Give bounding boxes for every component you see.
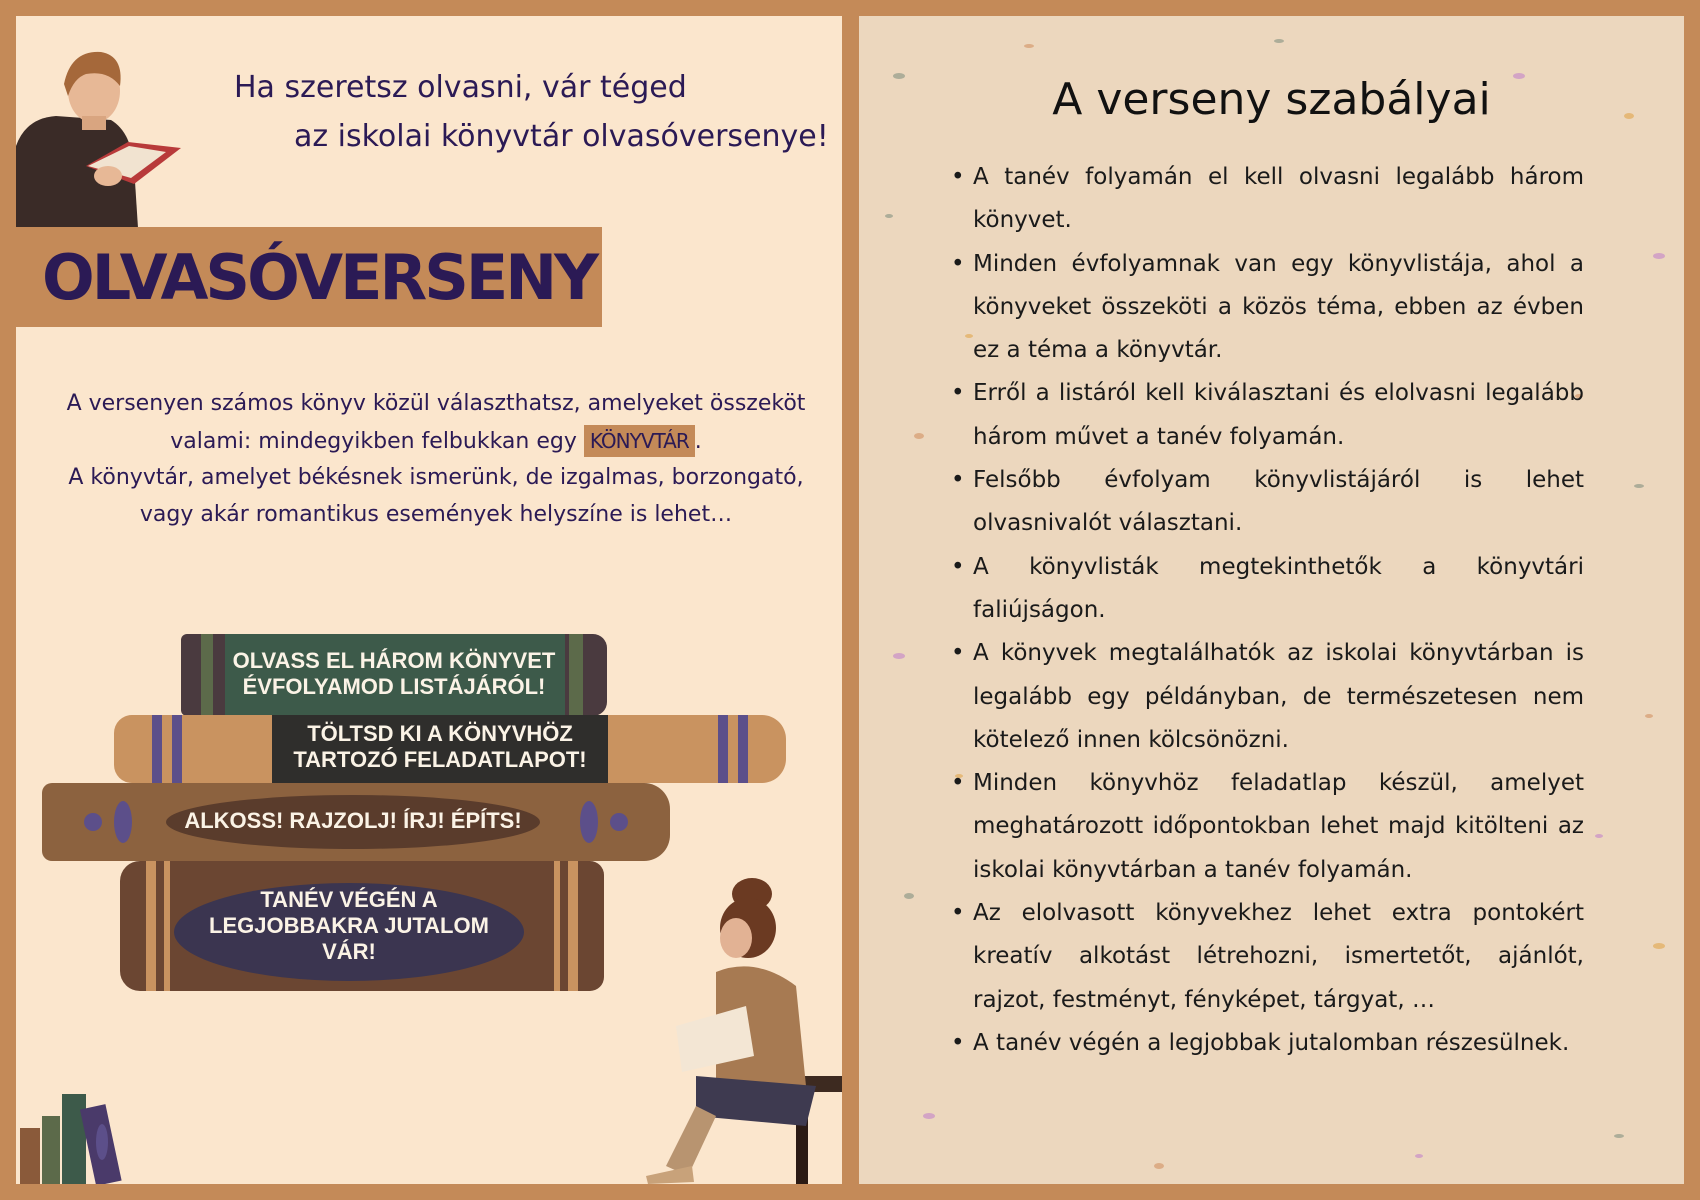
book-1	[181, 634, 607, 716]
rule-item: • Minden évfolyamnak van egy könyvlistája, ahol a könyveket összeköti a közös téma, ebben az évben ez a téma a könyvtár.	[951, 243, 1584, 373]
subtitle-line-2: az iskolai könyvtár olvasóversenye!	[294, 119, 829, 154]
reading-boy-illustration	[16, 36, 191, 228]
book-3	[42, 783, 670, 861]
intro-paragraph	[66, 386, 806, 533]
rules-list	[951, 156, 1584, 1065]
right-panel	[859, 16, 1684, 1184]
left-panel	[16, 16, 842, 1184]
rule-item: • A tanév végén a legjobbak jutalomban részesülnek.	[951, 1022, 1584, 1065]
page-title: OLVASÓVERSENY	[42, 241, 596, 314]
reading-girl-illustration	[636, 876, 842, 1184]
small-books-illustration	[16, 1076, 156, 1184]
rule-item: • Minden könyvhöz feladatlap készül, amelyet meghatározott időpontokban lehet majd kitölteni az iskolai könyvtárban a tanév folyamán.	[951, 762, 1584, 892]
book-2	[114, 715, 786, 783]
book-4	[120, 861, 604, 991]
intro-text-2: .	[694, 428, 702, 454]
library-tag: KÖNYVTÁR	[584, 425, 695, 457]
book-2-label: TÖLTSD KI A KÖNYVHÖZ TARTOZÓ FELADATLAPOT!	[293, 721, 587, 772]
book-3-label: ALKOSS! RAJZOLJ! ÍRJ! ÉPÍTS!	[184, 808, 522, 833]
intro-text-3: A könyvtár, amelyet békésnek ismerünk, de izgalmas, borzongató, vagy akár romantikus események helyszíne is lehet…	[68, 465, 804, 527]
rule-item: • Erről a listáról kell kiválasztani és elolvasni legalább három művet a tanév folyamán.	[951, 372, 1584, 459]
rule-item: • A könyvlisták megtekinthetők a könyvtári faliújságon.	[951, 546, 1584, 633]
rule-item: • Az elolvasott könyvekhez lehet extra pontokért kreatív alkotást létrehozni, ismertetőt, ajánlót, rajzot, festményt, fényképet, tárgyat, …	[951, 892, 1584, 1022]
book-1-label: OLVASS EL HÁROM KÖNYVET ÉVFOLYAMOD LISTÁJÁRÓL!	[232, 648, 556, 699]
subtitle-line-1: Ha szeretsz olvasni, vár téged	[234, 70, 687, 105]
rule-item: • Felsőbb évfolyam könyvlistájáról is lehet olvasnivalót választani.	[951, 459, 1584, 546]
rules-title: A verseny szabályai	[1052, 74, 1491, 125]
intro-text-1: A versenyen számos könyv közül választhatsz, amelyeket összeköt valami: mindegyikben felbukkan egy	[66, 391, 806, 454]
rule-item: • A tanév folyamán el kell olvasni legalább három könyvet.	[951, 156, 1584, 243]
rule-item: • A könyvek megtalálhatók az iskolai könyvtárban is legalább egy példányban, de természetesen nem kötelező innen kölcsönözni.	[951, 632, 1584, 762]
title-banner	[16, 227, 602, 327]
book-4-label: TANÉV VÉGÉN A LEGJOBBAKRA JUTALOM VÁR!	[209, 887, 489, 964]
